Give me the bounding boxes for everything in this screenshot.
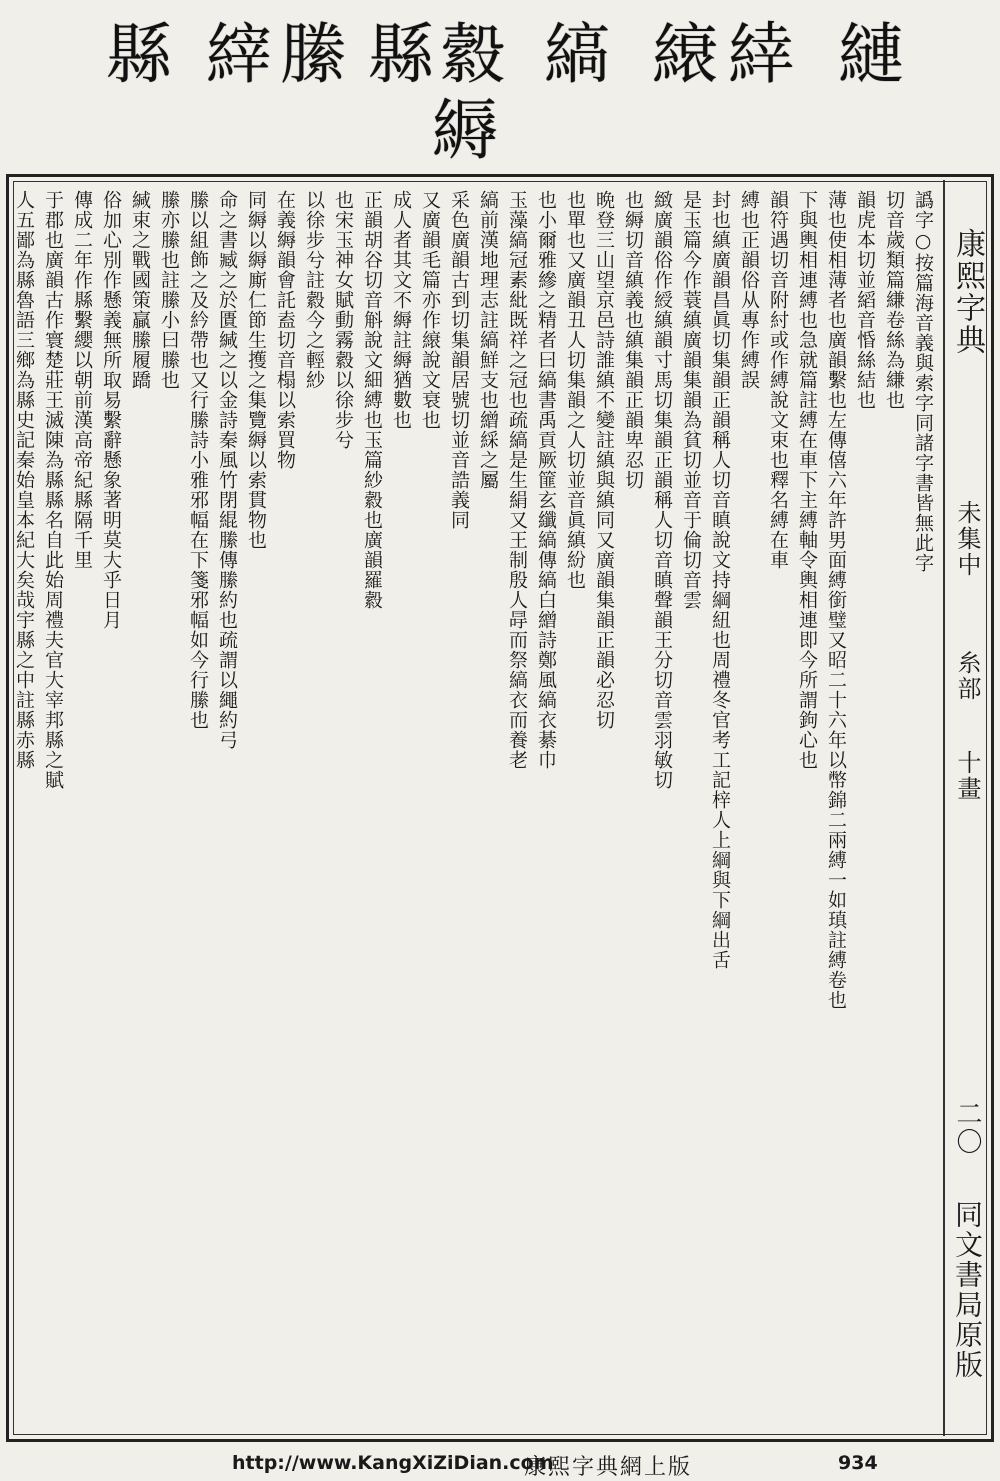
seal-glyph-lower: 縟	[432, 92, 498, 169]
collection-section: 未集中	[953, 500, 981, 578]
text-column: 以徐步兮註縠今之輕紗	[303, 190, 325, 390]
seal-glyph: 縢	[280, 16, 346, 93]
text-columns	[14, 182, 940, 1434]
text-column: 縢亦縢也註縢小曰縢也	[158, 190, 180, 390]
text-column: 傳成二年作縣繫纓以朝前漢高帝紀縣隔千里	[71, 190, 93, 570]
text-column: 縞前漢地理志註縞鮮支也繒綵之屬	[477, 190, 499, 490]
margin-page-number: 二〇	[952, 1100, 982, 1156]
text-column: 是玉篇今作蓑縝廣韻集韻為貧切並音于倫切音雲	[680, 190, 702, 610]
text-column: 韻虎本切並縚音惛絲結也	[854, 190, 876, 410]
seal-glyph: 縺	[838, 16, 904, 93]
seal-glyph: 緈	[728, 16, 794, 93]
text-column: 緘束之戰國策贏縢履蹻	[129, 190, 151, 390]
text-column: 玉藻縞冠素紕既祥之冠也疏縞是生絹又王制殷人冔而祭縞衣而養老	[506, 190, 528, 770]
seal-glyph: 縠	[440, 16, 506, 93]
seal-glyph: 縣	[106, 16, 172, 93]
text-column: 也小爾雅縿之精者曰縞書禹貢厥篚玄纖縞傳縞白繒詩鄭風縞衣綦巾	[535, 190, 557, 770]
text-column: 采色廣韻古到切集韻居號切並音誥義同	[448, 190, 470, 530]
footer	[0, 1448, 1000, 1480]
seal-glyph: 縣	[368, 16, 434, 93]
text-column: 命之書臧之於匱緘之以金詩秦風竹閉緄縢傳縢約也疏謂以繩約弓	[216, 190, 238, 750]
text-column: 于郡也廣韻古作寰楚莊王滅陳為縣縣名自此始周禮夫官大宰邦縣之賦	[42, 190, 64, 790]
text-column: 縢以組飾之及紟帶也又行縢詩小雅邪幅在下箋邪幅如今行縢也	[187, 190, 209, 730]
footer-title: 康熙字典網上版	[524, 1455, 693, 1480]
text-column: 封也縝廣韻昌眞切集韻正韻稱人切音瞋說文持綱紐也周禮冬官考工記梓人上綱與下綱出舌	[709, 190, 731, 970]
footer-url[interactable]: http://www.KangXiZiDian.com	[232, 1452, 554, 1474]
radical-label: 糸部	[953, 650, 981, 702]
text-column: 譌字○按篇海音義與索字同諸字書皆無此字	[912, 190, 934, 573]
text-column: 也宋玉神女賦動霧縠以徐步兮	[332, 190, 354, 450]
text-column: 又廣韻毛篇亦作縗說文衰也	[419, 190, 441, 430]
text-column: 薄也使相薄者也廣韻繫也左傳僖六年許男面縛銜璧又昭二十六年以幣錦二兩縛一如瑱註縛卷也	[825, 190, 847, 1010]
seal-glyph: 縗	[652, 16, 718, 93]
text-column: 人五鄙為縣魯語三鄉為縣史記秦始皇本紀大矣哉宇縣之中註縣赤縣	[13, 190, 35, 770]
text-column: 也縟切音縝義也縝集韻正韻卑忍切	[622, 190, 644, 490]
margin-column	[943, 180, 989, 1436]
text-column: 晩登三山望京邑詩誰縝不變註縝與縝同又廣韻集韻正韻必忍切	[593, 190, 615, 730]
seal-script-header	[0, 0, 1000, 180]
text-column: 下與輿相連縛也急就篇註縛在車下主縛軸令輿相連即今所謂鉤心也	[796, 190, 818, 770]
seal-glyph: 縡	[206, 16, 272, 93]
text-column: 縛也正韻俗从專作縛誤	[738, 190, 760, 390]
text-column: 切音歲類篇縑卷絲為縑也	[883, 190, 905, 410]
text-column: 在義縟韻會託盍切音榻以索買物	[274, 190, 296, 470]
text-column: 緻廣韻俗作綬縝韻寸馬切集韻正韻稱人切音瞋聲韻王分切音雲羽敏切	[651, 190, 673, 790]
text-column: 俗加心別作懸義無所取易繫辭懸象著明莫大乎日月	[100, 190, 122, 630]
publisher-label: 同文書局原版	[951, 1200, 984, 1380]
text-column: 正韻胡谷切音斛說文細縛也玉篇紗縠也廣韻羅縠	[361, 190, 383, 610]
footer-page-number: 934	[838, 1452, 878, 1474]
book-title: 康熙字典	[950, 228, 985, 356]
stroke-count-label: 十畫	[953, 750, 981, 802]
text-column: 韻符遇切音附紂或作縛說文束也釋名縛在車	[767, 190, 789, 570]
seal-glyph: 縞	[544, 16, 610, 93]
text-column: 也單也又廣韻丑人切集韻之人切並音眞縝紛也	[564, 190, 586, 590]
text-column: 成人者其文不縟註縟猶數也	[390, 190, 412, 430]
text-column: 同縟以縟廝仁節生擭之集覽縟以索貫物也	[245, 190, 267, 550]
